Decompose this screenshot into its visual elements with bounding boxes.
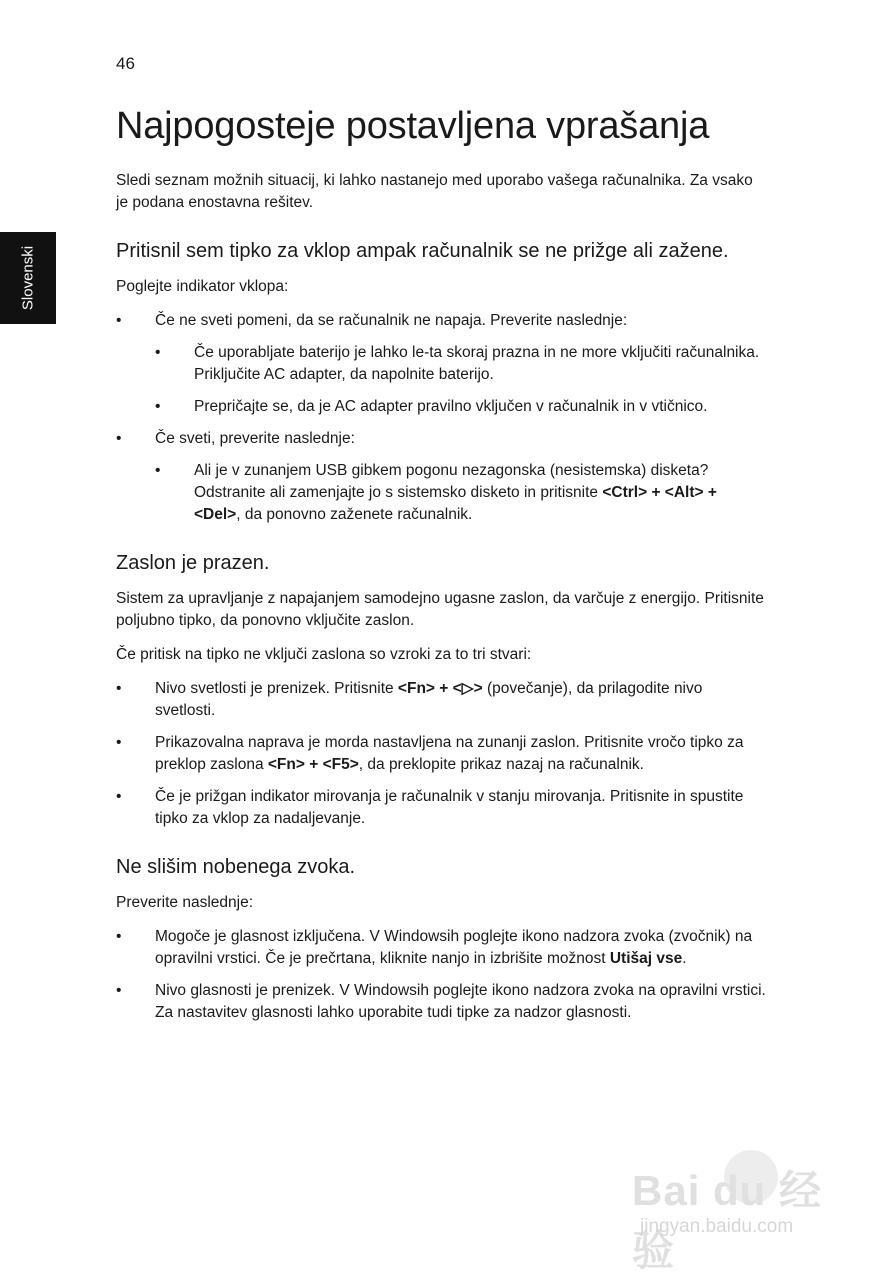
language-side-tab [0, 232, 56, 324]
side-tab-label: Slovenski [19, 245, 37, 311]
list-item [116, 980, 766, 1024]
section-lead: Poglejte indikator vklopa: [116, 277, 289, 295]
list-item-text: Nivo glasnosti je prenizek. V Windowsih poglejte ikono nadzora zvoka na opravilni vrstici. Za nastavitev glasnosti lahko uporabite tudi tipke za nadzor glasnosti. [155, 981, 766, 1021]
bullet-icon: • [155, 461, 161, 479]
bullet-list [116, 678, 766, 830]
key-combination: <Fn> + <F5> [267, 755, 359, 773]
list-item [116, 428, 766, 526]
sub-list-item-text: Ali je v zunanjem USB gibkem pogonu nezagonska (nesistemska) disketa? Odstranite ali zamenjajte jo s sistemsko disketo in pritisnite [194, 461, 709, 501]
bullet-icon: • [116, 733, 122, 751]
page-title: Najpogosteje postavljena vprašanja [116, 105, 710, 147]
list-item [116, 310, 766, 418]
list-item-text: Prikazovalna naprava je morda nastavljena na zunanji zaslon. Pritisnite vročo tipko za preklop zaslona [155, 733, 744, 773]
sub-bullet-list [155, 342, 766, 418]
sub-list-item [155, 342, 766, 386]
list-item-text: Če ne sveti pomeni, da se računalnik ne napaja. Preverite naslednje: [155, 311, 628, 329]
section-heading: Zaslon je prazen. [116, 551, 270, 574]
sub-bullet-list [155, 460, 766, 526]
option-name: Utišaj vse [609, 949, 683, 967]
sub-list-item-text: Če uporabljate baterijo je lahko le-ta skoraj prazna in ne more vključiti računalnika. Priključite AC adapter, da napolnite baterijo. [194, 343, 760, 383]
bullet-icon: • [116, 679, 122, 697]
section-heading: Pritisnil sem tipko za vklop ampak računalnik se ne prižge ali zažene. [116, 239, 729, 262]
bullet-icon: • [116, 787, 122, 805]
bullet-list [116, 310, 766, 526]
section-power [116, 238, 766, 526]
sub-list-item-text: Prepričajte se, da je AC adapter pravilno vključen v računalnik in v vtičnico. [194, 397, 708, 415]
section-no-sound [116, 854, 766, 1024]
sub-list-item-text: , da ponovno zaženete računalnik. [236, 505, 473, 523]
watermark-logo: Bai du 经验 [632, 1167, 823, 1274]
bullet-icon: • [116, 429, 122, 447]
list-item-text: Če sveti, preverite naslednje: [155, 429, 355, 447]
section-paragraph: Če pritisk na tipko ne vključi zaslona so vzroki za to tri stvari: [116, 645, 532, 663]
list-item [116, 926, 766, 970]
list-item [116, 678, 766, 722]
baidu-watermark [632, 1140, 852, 1274]
bullet-icon: • [155, 343, 161, 361]
intro-paragraph: Sledi seznam možnih situacij, ki lahko nastanejo med uporabo vašega računalnika. Za vsako je podana enostavna rešitev. [116, 171, 753, 211]
sub-list-item [155, 396, 766, 418]
section-blank-screen [116, 550, 766, 830]
key-combination: <Fn> + <▷> [397, 679, 483, 697]
list-item-text: Mogoče je glasnost izključena. V Windowsih poglejte ikono nadzora zvoka (zvočnik) na opravilni vrstici. Če je prečrtana, kliknite nanjo in izbrišite možnost [155, 927, 753, 967]
bullet-icon: • [116, 927, 122, 945]
section-paragraph: Sistem za upravljanje z napajanjem samodejno ugasne zaslon, da varčuje z energijo. Pritisnite poljubno tipko, da ponovno vključite zaslon. [116, 589, 764, 629]
page-content [116, 104, 766, 1036]
list-item-text: Če je prižgan indikator mirovanja je računalnik v stanju mirovanja. Pritisnite in spustite tipko za vklop za nadaljevanje. [155, 787, 744, 827]
key-combination: <Ctrl> + <Alt> + <Del> [194, 483, 717, 523]
watermark-url: jingyan.baidu.com [640, 1216, 794, 1237]
list-item-text: . [682, 949, 687, 967]
bullet-list [116, 926, 766, 1024]
list-item [116, 786, 766, 830]
list-item-text: (povečanje), da prilagodite nivo svetlosti. [155, 679, 703, 719]
section-lead: Preverite naslednje: [116, 893, 253, 911]
bullet-icon: • [116, 311, 122, 329]
sub-list-item [155, 460, 766, 526]
bullet-icon: • [155, 397, 161, 415]
bullet-icon: • [116, 981, 122, 999]
section-heading: Ne slišim nobenega zvoka. [116, 855, 356, 878]
list-item-text: , da preklopite prikaz nazaj na računalnik. [358, 755, 644, 773]
list-item-text: Nivo svetlosti je prenizek. Pritisnite [155, 679, 398, 697]
page-number: 46 [116, 54, 135, 73]
list-item [116, 732, 766, 776]
